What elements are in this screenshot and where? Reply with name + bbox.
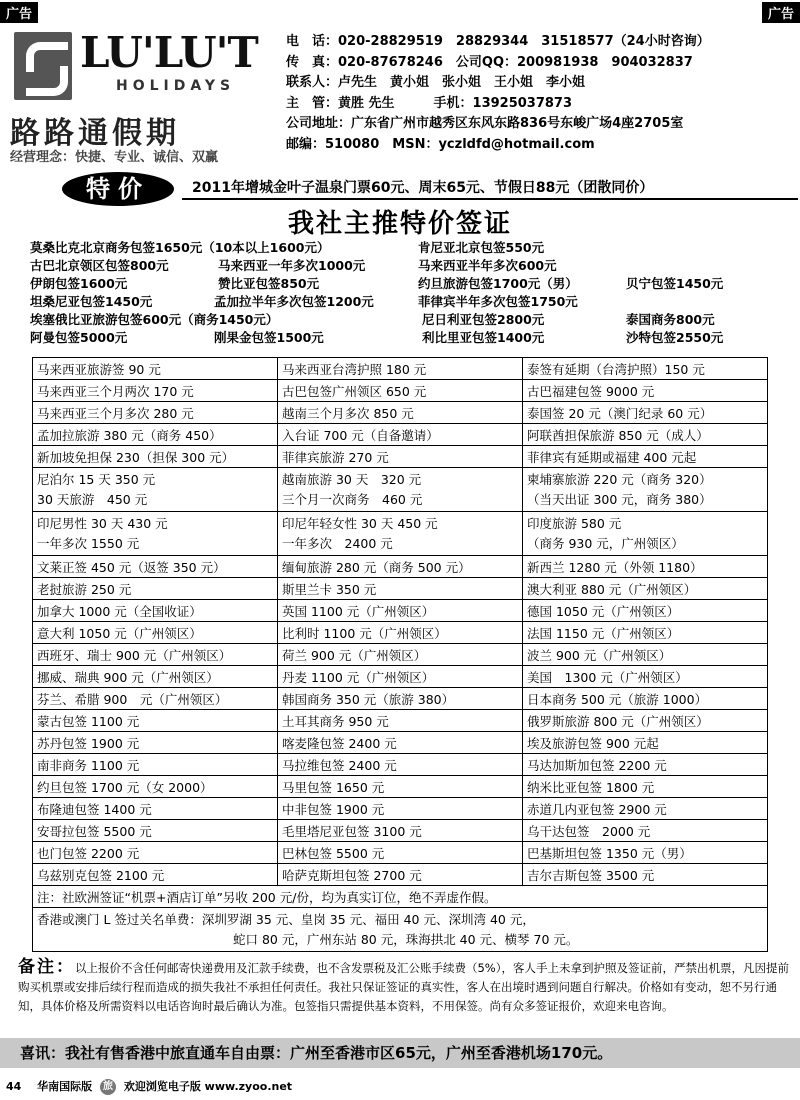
price-cell-line: 赤道几内亚包签 2900 元 xyxy=(527,801,667,817)
price-cell-line: 吉尔吉斯包签 3500 元 xyxy=(527,867,655,883)
price-cell-line: 蒙古包签 1100 元 xyxy=(37,713,140,729)
featured-item: 沙特包签2550元 xyxy=(626,330,724,345)
price-cell xyxy=(523,380,768,402)
price-cell xyxy=(523,864,768,886)
featured-row xyxy=(30,310,800,328)
price-cell-line: 马拉维包签 2400 元 xyxy=(282,757,397,773)
contact-manager: 主 管：黄胜 先生 手机：13925037873 xyxy=(286,95,573,111)
contact-fax: 传 真：020-87678246 公司QQ：200981938 904032837 xyxy=(286,54,693,70)
price-cell xyxy=(278,864,523,886)
company-logo xyxy=(8,28,276,166)
visa-price-table xyxy=(32,357,768,952)
price-cell xyxy=(278,798,523,820)
price-cell-line: 马来西亚台湾护照 180 元 xyxy=(282,361,427,377)
price-cell-line: 古巴福建包签 9000 元 xyxy=(527,383,655,399)
logo-mark-icon xyxy=(14,32,72,100)
price-cell xyxy=(523,468,768,512)
hk-fee-line: 蛇口 80 元，广州东站 80 元，珠海拱北 40 元、横琴 70 元。 xyxy=(233,931,579,947)
price-cell xyxy=(278,644,523,666)
price-cell xyxy=(278,732,523,754)
price-cell-line: 印尼年轻女性 30 天 450 元 xyxy=(282,515,438,531)
price-cell-line: 喀麦隆包签 2400 元 xyxy=(282,735,397,751)
price-cell xyxy=(278,358,523,380)
price-cell xyxy=(523,512,768,556)
price-cell xyxy=(523,666,768,688)
price-cell xyxy=(278,820,523,842)
price-cell xyxy=(33,468,278,512)
price-cell xyxy=(523,732,768,754)
price-cell xyxy=(278,556,523,578)
table-row xyxy=(33,798,768,820)
price-cell xyxy=(278,468,523,512)
price-cell-line: 中非包签 1900 元 xyxy=(282,801,385,817)
price-cell-line: 尼泊尔 15 天 350 元 xyxy=(37,471,156,487)
price-cell-line: （商务 930 元，广州领区） xyxy=(527,535,684,551)
price-cell xyxy=(278,402,523,424)
price-cell xyxy=(278,688,523,710)
table-row xyxy=(33,622,768,644)
price-cell-line: 苏丹包签 1900 元 xyxy=(37,735,140,751)
price-cell-line: 越南三个月多次 850 元 xyxy=(282,405,414,421)
price-cell-line: 三个月一次商务 460 元 xyxy=(282,491,423,507)
featured-item: 尼日利亚包签2800元 xyxy=(422,312,545,327)
featured-item: 坦桑尼亚包签1450元 xyxy=(30,294,153,309)
price-cell xyxy=(523,402,768,424)
table-row xyxy=(33,556,768,578)
table-row xyxy=(33,820,768,842)
price-cell xyxy=(278,666,523,688)
price-cell xyxy=(278,578,523,600)
price-cell-line: 30 天旅游 450 元 xyxy=(37,491,148,507)
price-cell xyxy=(278,600,523,622)
price-cell xyxy=(33,556,278,578)
special-offer-text: 2011年增城金叶子温泉门票60元、周末65元、节假日88元（团散同价） xyxy=(182,176,798,200)
price-cell-line: 波兰 900 元（广州领区） xyxy=(527,647,672,663)
price-cell xyxy=(278,446,523,468)
page-footer xyxy=(0,1076,800,1098)
price-cell-line: 法国 1150 元（广州领区） xyxy=(527,625,680,641)
price-cell xyxy=(523,446,768,468)
featured-item: 菲律宾半年多次包签1750元 xyxy=(418,294,578,309)
table-row xyxy=(33,468,768,512)
special-badge: 特价 xyxy=(62,172,174,206)
price-cell-line: 菲律宾有延期或福建 400 元起 xyxy=(527,449,697,465)
featured-item: 莫桑比克北京商务包签1650元（10本以上1600元） xyxy=(30,240,330,255)
price-cell-line: 新西兰 1280 元（外领 1180） xyxy=(527,559,703,575)
table-row xyxy=(33,402,768,424)
featured-item: 约旦旅游包签1700元（男） xyxy=(418,276,578,291)
price-cell xyxy=(523,644,768,666)
hk-fee-line: 香港或澳门 L 签过关名单费：深圳罗湖 35 元、皇岗 35 元、福田 40 元、深圳湾 40 元， xyxy=(37,911,535,927)
price-cell xyxy=(523,424,768,446)
price-cell-line: 马来西亚三个月多次 280 元 xyxy=(37,405,194,421)
price-cell-line: 泰国签 20 元（澳门纪录 60 元） xyxy=(527,405,713,421)
price-cell xyxy=(33,622,278,644)
price-cell-line: 马达加斯加包签 2200 元 xyxy=(527,757,667,773)
price-cell xyxy=(33,644,278,666)
table-row xyxy=(33,842,768,864)
price-cell xyxy=(33,380,278,402)
main-title: 我社主推特价签证 xyxy=(287,209,512,239)
price-cell-line: 纳米比亚包签 1800 元 xyxy=(527,779,655,795)
price-cell-line: 乌干达包签 2000 元 xyxy=(527,823,651,839)
price-cell-line: 一年多次 1550 元 xyxy=(37,535,140,551)
price-cell-line: 孟加拉旅游 380 元（商务 450） xyxy=(37,427,222,443)
price-cell xyxy=(523,622,768,644)
featured-item: 古巴北京领区包签800元 xyxy=(30,258,169,273)
featured-item: 利比里亚包签1400元 xyxy=(422,330,545,345)
featured-row xyxy=(30,274,800,292)
remarks-text: 以上报价不含任何邮寄快递费用及汇款手续费，也不含发票税及汇公账手续费（5%），客人手上未拿到护照及签证前，严禁出机票，凡因提前购买机票或安排后续行程而造成的损失我社不承担任何责任。我社只保证签证的真实性，客人在出境时遇到问题自行解决。价格如有变动，恕不另行通知，具体价格及所需资料以电话咨询时最后确认为准。包签指只需提供基本资料，不用保签。尚有众多签证报价，欢迎来电咨询。 xyxy=(18,961,789,1013)
price-cell-line: 毛里塔尼亚包签 3100 元 xyxy=(282,823,422,839)
page-number: 44 xyxy=(6,1080,22,1093)
price-cell-line: 德国 1050 元（广州领区） xyxy=(527,603,680,619)
price-cell xyxy=(523,842,768,864)
price-cell xyxy=(278,424,523,446)
table-row xyxy=(33,732,768,754)
price-cell xyxy=(523,600,768,622)
hk-fee-cell xyxy=(33,908,768,952)
price-cell xyxy=(33,820,278,842)
magazine-name: 华南国际版 xyxy=(37,1080,93,1093)
price-cell xyxy=(523,556,768,578)
contact-info xyxy=(286,32,796,155)
price-cell-line: 泰签有延期（台湾护照）150 元 xyxy=(527,361,705,377)
price-cell xyxy=(33,688,278,710)
table-row xyxy=(33,380,768,402)
featured-item: 赞比亚包签850元 xyxy=(218,276,320,291)
featured-row xyxy=(30,328,800,346)
website-text: 欢迎浏览电子版 www.zyoo.net xyxy=(123,1080,293,1093)
price-cell-line: （当天出证 300 元，商务 380） xyxy=(527,491,712,507)
price-cell-line: 巴林包签 5500 元 xyxy=(282,845,385,861)
featured-row xyxy=(30,238,800,256)
price-cell xyxy=(523,754,768,776)
price-cell-line: 布隆迪包签 1400 元 xyxy=(37,801,152,817)
price-cell-line: 缅甸旅游 280 元（商务 500 元） xyxy=(282,559,471,575)
price-cell-line: 老挝旅游 250 元 xyxy=(37,581,132,597)
price-cell-line: 马来西亚旅游签 90 元 xyxy=(37,361,161,377)
hk-fee-row xyxy=(33,908,768,952)
price-cell xyxy=(33,732,278,754)
price-cell-line: 巴基斯坦包签 1350 元（男） xyxy=(527,845,692,861)
price-cell-line: 越南旅游 30 天 320 元 xyxy=(282,471,422,487)
contact-persons: 联系人：卢先生 黄小姐 张小姐 王小姐 李小姐 xyxy=(286,75,586,90)
price-cell xyxy=(278,754,523,776)
price-cell xyxy=(33,402,278,424)
price-cell-line: 丹麦 1100 元（广州领区） xyxy=(282,669,435,685)
table-row xyxy=(33,710,768,732)
table-row xyxy=(33,512,768,556)
remarks-label: 备注： xyxy=(18,957,75,977)
price-cell-line: 荷兰 900 元（广州领区） xyxy=(282,647,427,663)
price-cell xyxy=(278,842,523,864)
price-cell xyxy=(33,776,278,798)
price-cell-line: 斯里兰卡 350 元 xyxy=(282,581,377,597)
price-cell-line: 比利时 1100 元（广州领区） xyxy=(282,625,447,641)
price-cell-line: 也门包签 2200 元 xyxy=(37,845,140,861)
table-row xyxy=(33,644,768,666)
price-cell-line: 澳大利亚 880 元（广州领区） xyxy=(527,581,697,597)
price-cell xyxy=(33,358,278,380)
table-row xyxy=(33,600,768,622)
magazine-badge-icon: 旅 xyxy=(100,1079,116,1095)
featured-item: 孟加拉半年多次包签1200元 xyxy=(214,294,374,309)
contact-address: 公司地址：广东省广州市越秀区东风东路836号东峻广场4座2705室 xyxy=(286,116,684,131)
price-cell-line: 约旦包签 1700 元（女 2000） xyxy=(37,779,213,795)
price-cell-line: 文莱正签 450 元（返签 350 元） xyxy=(37,559,226,575)
price-cell-line: 加拿大 1000 元（全国收证） xyxy=(37,603,202,619)
logo-subtitle: HOLIDAYS xyxy=(116,78,236,94)
price-cell-line: 日本商务 500 元（旅游 1000） xyxy=(527,691,708,707)
price-cell-line: 南非商务 1100 元 xyxy=(37,757,140,773)
featured-item: 埃塞俄比亚旅游包签600元（商务1450元） xyxy=(30,312,279,327)
table-row xyxy=(33,688,768,710)
price-cell xyxy=(278,380,523,402)
featured-item: 肯尼亚北京包签550元 xyxy=(418,240,545,255)
logo-chinese-name: 路路通假期 xyxy=(10,116,180,151)
price-cell xyxy=(33,578,278,600)
price-cell xyxy=(33,842,278,864)
contact-phone: 电 话：020-28829519 28829344 31518577（24小时咨询） xyxy=(286,34,710,49)
price-cell-line: 乌兹别克包签 2100 元 xyxy=(37,867,165,883)
price-cell-line: 意大利 1050 元（广州领区） xyxy=(37,625,202,641)
price-cell xyxy=(33,754,278,776)
price-cell-line: 埃及旅游包签 900 元起 xyxy=(527,735,659,751)
price-cell xyxy=(523,688,768,710)
price-cell-line: 哈萨克斯坦包签 2700 元 xyxy=(282,867,422,883)
price-cell-line: 挪威、瑞典 900 元（广州领区） xyxy=(37,669,219,685)
price-cell xyxy=(278,710,523,732)
price-cell xyxy=(523,776,768,798)
price-cell-line: 俄罗斯旅游 800 元（广州领区） xyxy=(527,713,709,729)
price-cell-line: 芬兰、希腊 900 元（广州领区） xyxy=(37,691,228,707)
featured-item: 泰国商务800元 xyxy=(626,312,715,327)
price-cell xyxy=(33,864,278,886)
price-cell-line: 菲律宾旅游 270 元 xyxy=(282,449,389,465)
table-row xyxy=(33,754,768,776)
price-cell xyxy=(33,798,278,820)
featured-item: 马来西亚一年多次1000元 xyxy=(218,258,366,273)
price-cell xyxy=(33,710,278,732)
featured-row xyxy=(30,292,800,310)
price-cell-line: 英国 1100 元（广州领区） xyxy=(282,603,435,619)
special-offer-bar xyxy=(2,172,798,206)
table-row xyxy=(33,776,768,798)
table-row xyxy=(33,424,768,446)
price-cell-line: 韩国商务 350 元（旅游 380） xyxy=(282,691,455,707)
price-cell-line: 马来西亚三个月两次 170 元 xyxy=(37,383,194,399)
price-cell-line: 一年多次 2400 元 xyxy=(282,535,393,551)
featured-item: 马来西亚半年多次600元 xyxy=(418,258,557,273)
featured-row xyxy=(30,256,800,274)
featured-visa-list xyxy=(30,238,800,346)
price-cell xyxy=(33,512,278,556)
price-cell-line: 印度旅游 580 元 xyxy=(527,515,622,531)
price-cell-line: 入台证 700 元（自备邀请） xyxy=(282,427,439,443)
table-note: 注：社欧洲签证“机票+酒店订单”另收 200 元/份，均为真实订位，绝不弄虚作假。 xyxy=(33,886,768,908)
price-cell xyxy=(278,622,523,644)
price-cell xyxy=(523,820,768,842)
remarks xyxy=(18,958,790,1016)
table-row xyxy=(33,358,768,380)
price-cell xyxy=(523,798,768,820)
price-cell-line: 土耳其商务 950 元 xyxy=(282,713,389,729)
price-cell xyxy=(278,776,523,798)
price-cell-line: 新加坡免担保 230（担保 300 元） xyxy=(37,449,235,465)
table-row xyxy=(33,864,768,886)
featured-item: 阿曼包签5000元 xyxy=(30,330,128,345)
price-cell xyxy=(33,666,278,688)
table-note-row xyxy=(33,886,768,908)
featured-item: 刚果金包签1500元 xyxy=(214,330,324,345)
price-cell xyxy=(523,710,768,732)
price-cell-line: 美国 1300 元（广州领区） xyxy=(527,669,688,685)
table-row xyxy=(33,578,768,600)
price-cell-line: 安哥拉包签 5500 元 xyxy=(37,823,152,839)
price-cell-line: 柬埔寨旅游 220 元（商务 320） xyxy=(527,471,712,487)
featured-item: 贝宁包签1450元 xyxy=(626,276,724,291)
price-cell-line: 西班牙、瑞士 900 元（广州领区） xyxy=(37,647,232,663)
price-cell xyxy=(33,446,278,468)
ad-label-left: 广告 xyxy=(0,2,38,23)
featured-item: 伊朗包签1600元 xyxy=(30,276,128,291)
price-cell-line: 印尼男性 30 天 430 元 xyxy=(37,515,168,531)
logo-slogan: 经营理念：快捷、专业、诚信、双赢 xyxy=(10,150,219,165)
price-cell xyxy=(523,358,768,380)
price-cell xyxy=(33,600,278,622)
logo-name: LU'LU'T xyxy=(80,28,258,77)
table-row xyxy=(33,666,768,688)
price-cell-line: 马里包签 1650 元 xyxy=(282,779,385,795)
price-cell-line: 阿联酋担保旅游 850 元（成人） xyxy=(527,427,709,443)
promo-banner: 喜讯：我社有售香港中旅直通车自由票：广州至香港市区65元，广州至香港机场170元。 xyxy=(0,1038,800,1068)
ad-label-right: 广告 xyxy=(762,2,800,23)
contact-postal: 邮编：510080 MSN：yczldfd@hotmail.com xyxy=(286,136,595,152)
price-cell xyxy=(33,424,278,446)
price-cell-line: 古巴包签广州领区 650 元 xyxy=(282,383,427,399)
price-cell xyxy=(523,578,768,600)
table-row xyxy=(33,446,768,468)
price-cell xyxy=(278,512,523,556)
